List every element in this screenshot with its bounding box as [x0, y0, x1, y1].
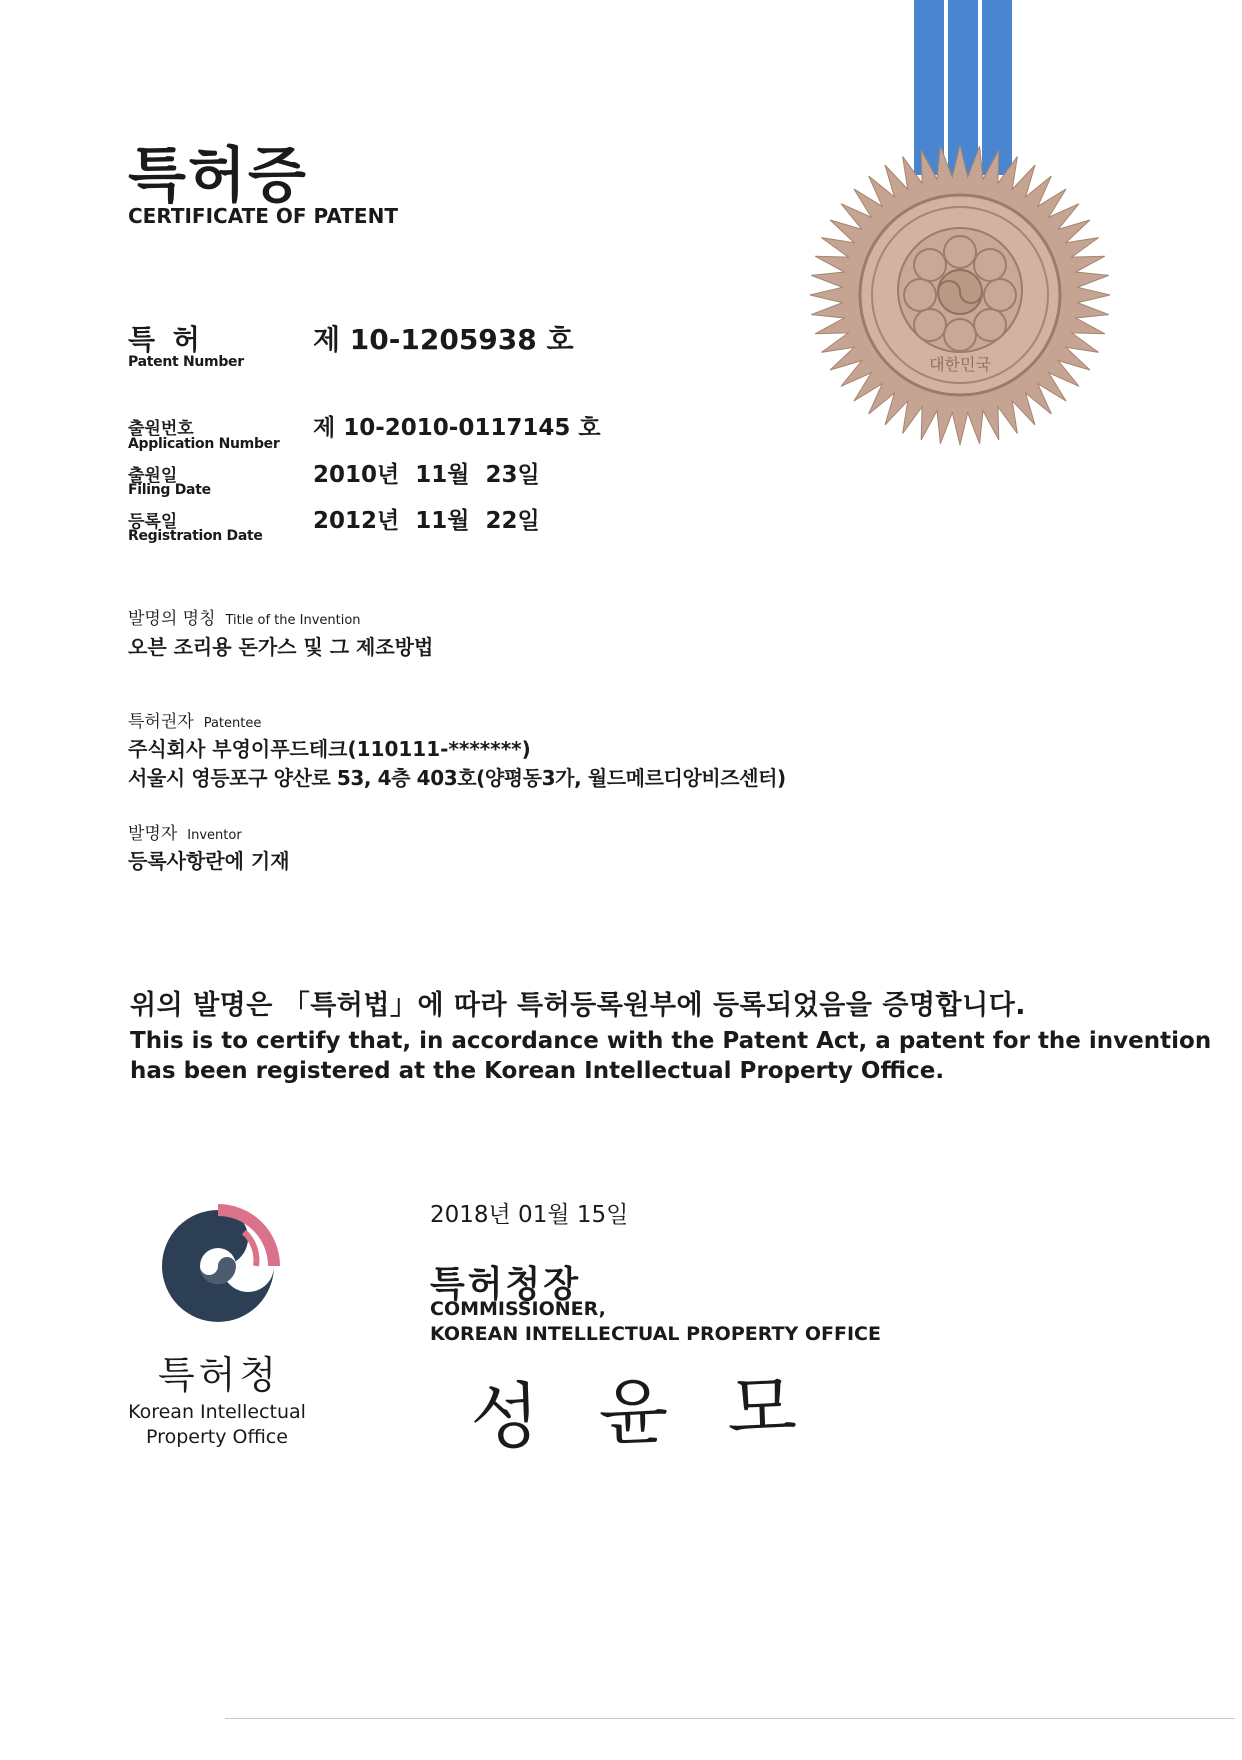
patentee-label-kr: 특허권자: [128, 712, 194, 732]
kipo-name-en-line1: Korean Intellectual: [128, 1401, 306, 1423]
patentee-section-label: [128, 707, 261, 732]
kipo-name-kr: 특허청: [158, 1353, 281, 1397]
application-label-en: Application Number: [128, 436, 280, 452]
patent-number: 제 10-1205938 호: [313, 323, 574, 356]
inventor-section-label: [128, 819, 242, 844]
seal-icon: [805, 140, 1115, 450]
inventor-label-kr: 발명자: [128, 824, 178, 844]
registration-label-kr: 등록일: [128, 512, 178, 532]
inventor-label-en: Inventor: [187, 828, 242, 843]
patent-label-kr: 특 허: [128, 323, 204, 356]
filing-date: 2010년 11월 23일: [313, 462, 540, 488]
commissioner-title-en-line1: COMMISSIONER,: [430, 1298, 606, 1320]
commissioner-title-kr: 특허청장: [430, 1264, 582, 1305]
footer-divider: [225, 1718, 1235, 1719]
declaration-en-line1: This is to certify that, in accordance with the Patent Act, a patent for the invention: [130, 1028, 1212, 1054]
issue-date: 2018년 01월 15일: [430, 1202, 629, 1228]
kipo-name-en: [120, 1400, 314, 1450]
commissioner-signature: 성 윤 모: [468, 1364, 817, 1460]
patentee-label-en: Patentee: [203, 716, 262, 731]
registration-label-en: Registration Date: [128, 528, 263, 544]
inventor-value: 등록사항란에 기재: [128, 849, 290, 873]
filing-label-en: Filing Date: [128, 482, 211, 498]
certificate-title-kr: 특허증: [128, 141, 308, 211]
filing-label-kr: 출원일: [128, 466, 178, 486]
commissioner-title-en-line2: KOREAN INTELLECTUAL PROPERTY OFFICE: [430, 1323, 881, 1345]
patent-label-en: Patent Number: [128, 354, 244, 370]
invention-title: 오븐 조리용 돈가스 및 그 제조방법: [128, 635, 434, 659]
declaration-en-line2: has been registered at the Korean Intellectual Property Office.: [130, 1058, 945, 1084]
kipo-logo-icon: [148, 1196, 288, 1336]
invention-section-label: [128, 604, 361, 629]
application-number: 제 10-2010-0117145 호: [313, 415, 601, 441]
declaration-kr: 위의 발명은 「특허법」에 따라 특허등록원부에 등록되었음을 증명합니다.: [130, 990, 1027, 1021]
invention-label-kr: 발명의 명칭: [128, 609, 216, 629]
application-label-kr: 출원번호: [128, 419, 194, 439]
kipo-name-en-line2: Property Office: [146, 1426, 288, 1448]
registration-date: 2012년 11월 22일: [313, 508, 540, 534]
patentee-name: 주식회사 부영이푸드테크(110111-*******): [128, 737, 531, 761]
certificate-title-en: CERTIFICATE OF PATENT: [128, 204, 398, 228]
patentee-address: 서울시 영등포구 양산로 53, 4층 403호(양평동3가, 월드메르디앙비즈센터): [128, 766, 786, 790]
invention-label-en: Title of the Invention: [225, 613, 361, 628]
seal-text: 대한민국: [929, 355, 991, 374]
